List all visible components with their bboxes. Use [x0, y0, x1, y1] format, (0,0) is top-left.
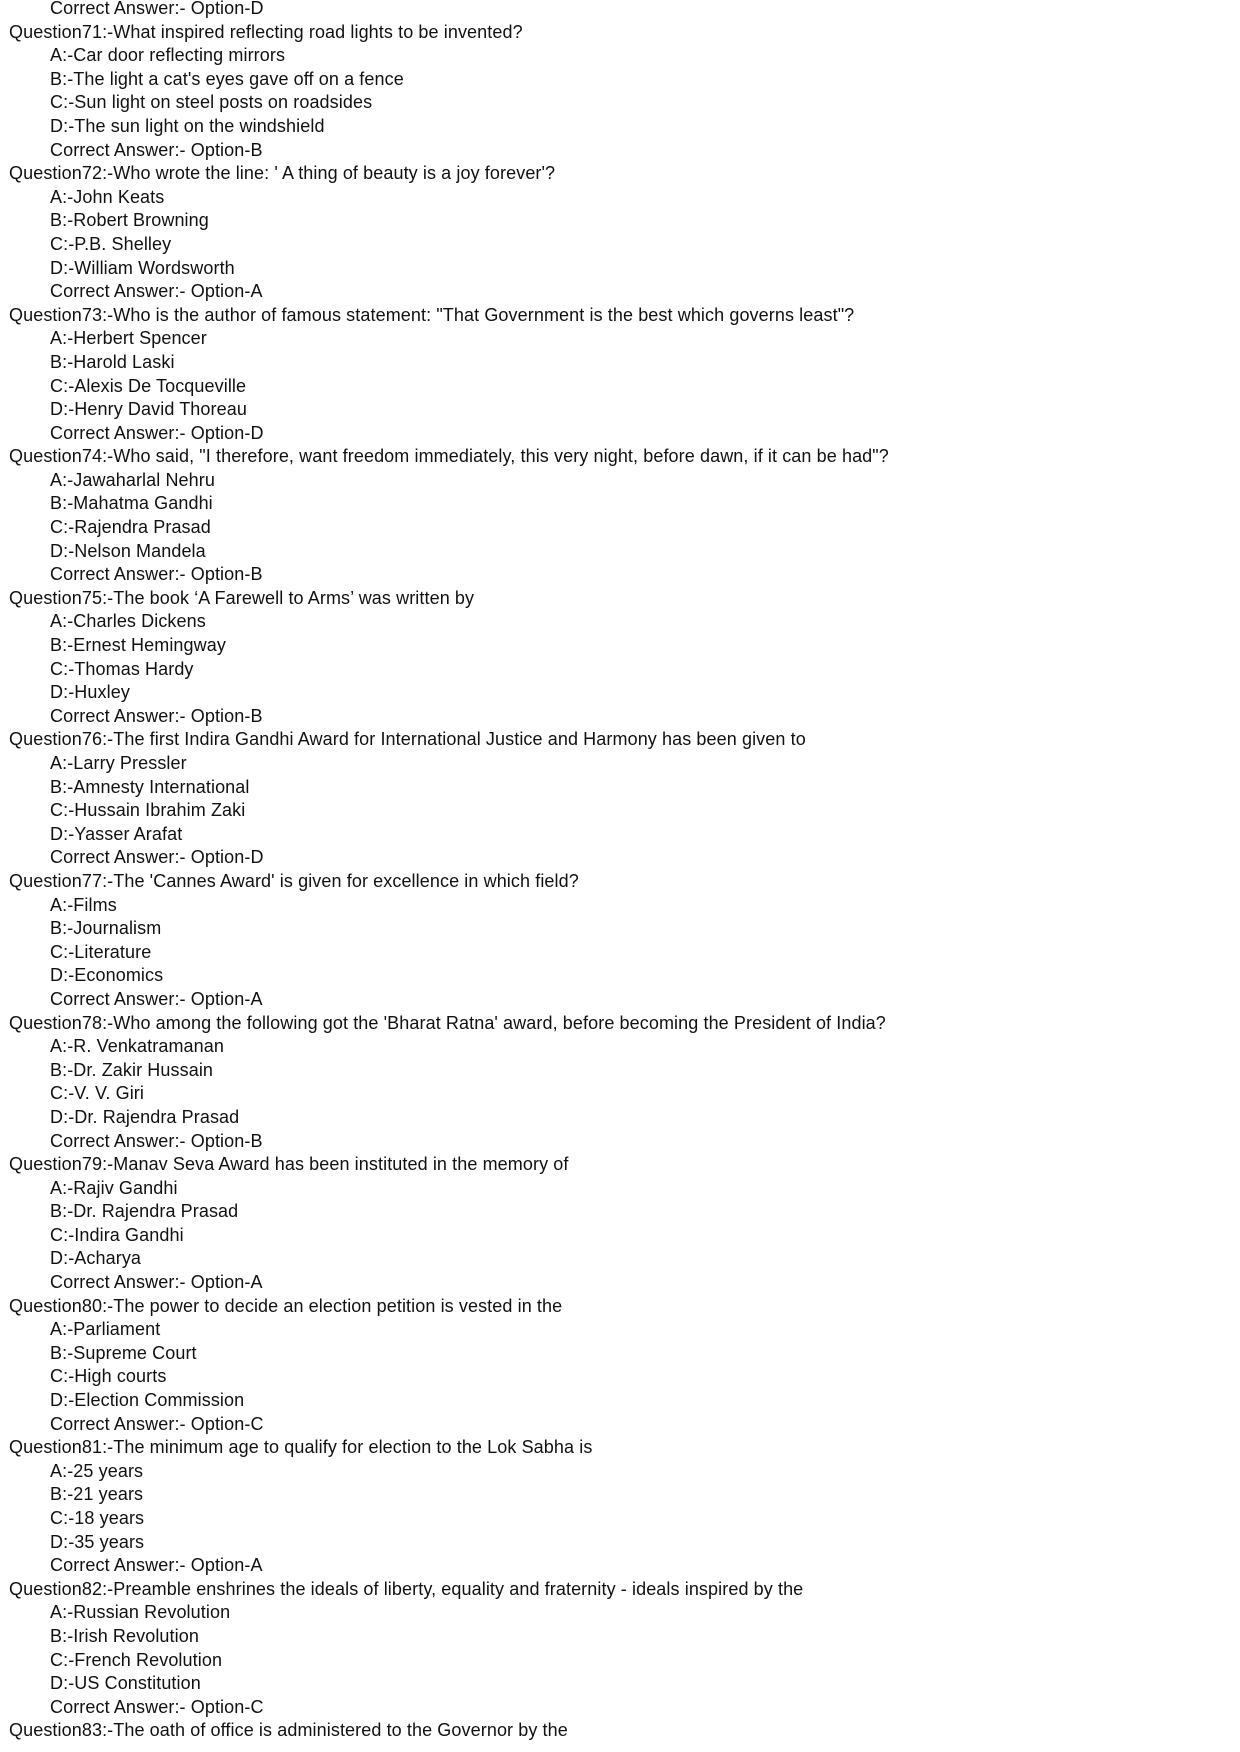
answer-option: A:-Films [50, 894, 117, 915]
question-block [9, 728, 1229, 870]
answer-option: B:-Journalism [50, 918, 162, 939]
answer-option: A:-Parliament [50, 1319, 161, 1340]
correct-answer-line: Correct Answer:- Option-B [50, 1130, 263, 1151]
answer-option: D:-The sun light on the windshield [50, 115, 325, 136]
answer-option: D:-Yasser Arafat [50, 823, 183, 844]
answer-option: C:-Indira Gandhi [50, 1224, 184, 1245]
question-text: Question81:-The minimum age to qualify for election to the Lok Sabha is [9, 1437, 593, 1458]
answer-option: B:-Dr. Zakir Hussain [50, 1059, 214, 1080]
correct-answer-line: Correct Answer:- Option-A [50, 281, 263, 302]
answer-option: A:-25 years [50, 1460, 144, 1481]
answer-option: A:-Larry Pressler [50, 753, 187, 773]
question-block [9, 870, 1229, 1012]
answer-option: C:-Rajendra Prasad [50, 517, 211, 538]
question-text: Question74:-Who said, "I therefore, want freedom immediately, this very night, before dawn, if it can be had"? [9, 446, 889, 467]
question-block [9, 587, 1229, 729]
question-document [9, 0, 1229, 1743]
answer-option: C:-High courts [50, 1366, 167, 1387]
question-text: Question72:-Who wrote the line: ' A thing of beauty is a joy forever'? [9, 163, 556, 184]
question-text: Question71:-What inspired reflecting road lights to be invented? [9, 21, 523, 42]
answer-option: B:-Irish Revolution [50, 1625, 199, 1646]
correct-answer-line: Correct Answer:- Option-B [50, 139, 263, 160]
answer-option: C:-18 years [50, 1508, 145, 1528]
answer-option: D:-US Constitution [50, 1673, 201, 1694]
answer-option: B:-21 years [50, 1484, 144, 1505]
question-block [9, 1012, 1229, 1154]
question-text: Question76:-The first Indira Gandhi Award for International Justice and Harmony has been given to [9, 729, 806, 750]
question-text: Question83:-The oath of office is administered to the Governor by the [9, 1720, 568, 1741]
answer-option: A:-Russian Revolution [50, 1602, 231, 1623]
correct-answer-line: Correct Answer:- Option-A [50, 1272, 263, 1293]
question-block [9, 1719, 1229, 1743]
answer-option: B:-Ernest Hemingway [50, 635, 226, 656]
answer-option: C:-Thomas Hardy [50, 658, 194, 679]
question-text: Question82:-Preamble enshrines the ideals of liberty, equality and fraternity - ideals inspired by the [9, 1578, 804, 1599]
question-block [9, 1295, 1229, 1437]
question-block [9, 1436, 1229, 1578]
answer-option: C:-Sun light on steel posts on roadsides [50, 92, 373, 113]
answer-option: A:-Rajiv Gandhi [50, 1177, 178, 1198]
answer-option: A:-R. Venkatramanan [50, 1036, 224, 1057]
question-text: Question73:-Who is the author of famous statement: "That Government is the best which governs least"? [9, 304, 855, 325]
answer-option: C:-Literature [50, 941, 152, 962]
correct-answer-line: Correct Answer:- Option-D [50, 0, 264, 18]
answer-option: A:-Jawaharlal Nehru [50, 469, 215, 490]
answer-option: D:-Henry David Thoreau [50, 399, 247, 420]
answer-option: D:-Dr. Rajendra Prasad [50, 1106, 240, 1127]
answer-option: A:-Herbert Spencer [50, 328, 207, 349]
correct-answer-line: Correct Answer:- Option-C [50, 1413, 264, 1434]
correct-answer-line: Correct Answer:- Option-C [50, 1696, 264, 1717]
question-block [9, 304, 1229, 446]
answer-option: C:-Alexis De Tocqueville [50, 375, 247, 396]
question-block [9, 21, 1229, 163]
answer-option: D:-William Wordsworth [50, 257, 235, 278]
answer-option: B:-Dr. Rajendra Prasad [50, 1201, 239, 1222]
question-block [9, 1578, 1229, 1720]
answer-option: C:-French Revolution [50, 1649, 223, 1670]
answer-option: A:-Car door reflecting mirrors [50, 45, 286, 66]
answer-option: A:-Charles Dickens [50, 611, 206, 632]
question-block [9, 1153, 1229, 1295]
answer-option: D:-Nelson Mandela [50, 540, 206, 561]
question-text: Question79:-Manav Seva Award has been instituted in the memory of [9, 1154, 569, 1175]
answer-option: C:-V. V. Giri [50, 1083, 144, 1104]
correct-answer-line: Correct Answer:- Option-A [50, 988, 263, 1009]
correct-answer-line: Correct Answer:- Option-D [50, 847, 264, 868]
question-text: Question75:-The book ‘A Farewell to Arms’ was written by [9, 587, 475, 608]
correct-answer-line: Correct Answer:- Option-D [50, 422, 264, 443]
answer-option: D:-Election Commission [50, 1390, 245, 1411]
question-text: Question78:-Who among the following got the 'Bharat Ratna' award, before becoming the President of India? [9, 1012, 886, 1033]
answer-option: D:-Acharya [50, 1248, 142, 1269]
question-text: Question80:-The power to decide an election petition is vested in the [9, 1295, 563, 1316]
answer-option: B:-Supreme Court [50, 1342, 197, 1363]
question-text: Question77:-The 'Cannes Award' is given for excellence in which field? [9, 870, 579, 891]
answer-option: B:-Harold Laski [50, 351, 175, 372]
answer-option: D:-35 years [50, 1531, 145, 1552]
answer-option: D:-Huxley [50, 682, 130, 703]
answer-option: C:-P.B. Shelley [50, 233, 172, 254]
answer-option: A:-John Keats [50, 186, 165, 207]
question-list [9, 21, 1229, 1743]
question-block [9, 162, 1229, 304]
correct-answer-line: Correct Answer:- Option-A [50, 1555, 263, 1576]
answer-option: C:-Hussain Ibrahim Zaki [50, 800, 246, 821]
answer-option: B:-The light a cat's eyes gave off on a fence [50, 68, 404, 89]
correct-answer-line: Correct Answer:- Option-B [50, 705, 263, 726]
answer-option: B:-Amnesty International [50, 776, 250, 797]
answer-option: B:-Mahatma Gandhi [50, 493, 213, 514]
answer-option: D:-Economics [50, 965, 164, 986]
question-block [9, 445, 1229, 587]
answer-option: B:-Robert Browning [50, 210, 209, 231]
correct-answer-line: Correct Answer:- Option-B [50, 564, 263, 585]
